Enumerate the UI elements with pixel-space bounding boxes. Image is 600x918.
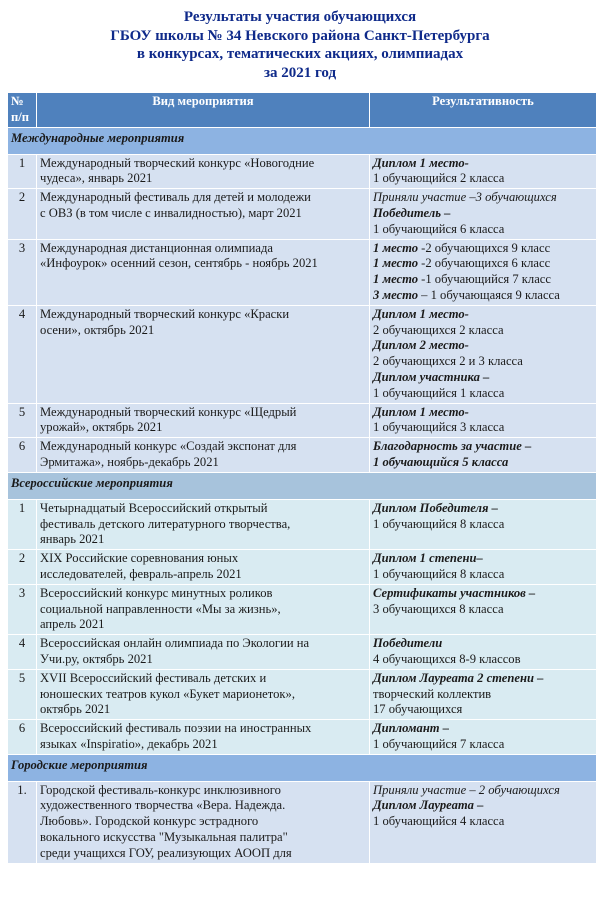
table-body [8,127,597,863]
row-number: 1 [8,154,37,189]
result-line: Диплом 1 место- [373,155,469,170]
event-line: апрель 2021 [40,617,105,632]
result-line: Диплом 2 место- [373,338,469,353]
event-line: Всероссийский фестиваль поэзии на иностранных [40,721,312,736]
event-cell [37,669,370,719]
event-cell [37,499,370,549]
section-title: Городские мероприятия [8,754,597,781]
event-line: среди учащихся ГОУ, реализующих АООП для [40,845,292,860]
event-cell [37,635,370,670]
event-cell [37,438,370,473]
result-cell [370,669,597,719]
row-number: 2 [8,550,37,585]
event-line: Всероссийская онлайн олимпиада по Экологии на [40,636,310,651]
event-cell [37,403,370,438]
result-line: Диплом Лауреата – [373,798,484,813]
event-line: Международный фестиваль для детей и молодежи [40,190,311,205]
event-line: Международный конкурс «Создай экспонат для [40,439,297,454]
event-cell [37,550,370,585]
title-line-4: за 2021 год [263,64,337,81]
event-line: урожай», октябрь 2021 [40,420,163,435]
table-row [8,154,597,189]
result-line: 1 место -1 обучающийся 7 класс [373,272,551,287]
result-line: Приняли участие –3 обучающихся [373,190,557,205]
table-row [8,720,597,755]
result-line: 1 обучающийся 7 класса [373,736,505,751]
event-cell [37,584,370,634]
title-line-3: в конкурсах, тематических акциях, олимпиадах [136,46,464,62]
event-line: XVII Всероссийский фестиваль детских и [40,670,267,685]
result-cell [370,635,597,670]
result-line: 1 место -2 обучающихся 9 класс [373,240,551,255]
result-line: Сертификаты участников – [373,585,536,600]
results-table [7,92,597,864]
section-row [8,472,597,499]
result-line: 1 обучающийся 1 класса [373,385,505,400]
event-line: октябрь 2021 [40,702,111,717]
result-line: Победители [373,636,443,651]
result-cell [370,499,597,549]
event-line: осени», октябрь 2021 [40,322,155,337]
table-row [8,403,597,438]
title-line-1: Результаты участия обучающихся [183,9,417,25]
event-line: фестиваль детского литературного творчества, [40,516,291,531]
result-cell [370,584,597,634]
result-line: Диплом 1 степени– [373,551,483,566]
result-line: Дипломант – [373,721,450,736]
event-cell [37,720,370,755]
result-line: 3 обучающихся 8 класса [373,601,504,616]
event-line: Международный творческий конкурс «Щедрый [40,404,297,419]
result-line: 2 обучающихся 2 и 3 класса [373,354,523,369]
event-line: Городской фестиваль-конкурс инклюзивного [40,782,281,797]
result-cell [370,189,597,239]
result-line: 4 обучающихся 8-9 классов [373,651,521,666]
table-row [8,305,597,403]
result-cell [370,154,597,189]
result-line: 3 место – 1 обучающаяся 9 класса [373,287,560,302]
event-cell [37,154,370,189]
event-line: «Инфоурок» осенний сезон, сентябрь - ноябрь 2021 [40,256,318,271]
result-line: 1 место -2 обучающихся 6 класс [373,256,551,271]
table-row [8,438,597,473]
result-cell [370,550,597,585]
result-line: 1 обучающийся 8 класса [373,516,505,531]
event-cell [37,189,370,239]
row-number: 2 [8,189,37,239]
event-line: XIX Российские соревнования юных [40,551,239,566]
section-row [8,754,597,781]
result-line: Диплом 1 место- [373,404,469,419]
event-line: Учи.ру, октябрь 2021 [40,651,153,666]
event-cell [37,305,370,403]
result-line: творческий коллектив [373,686,492,701]
event-line: Международная дистанционная олимпиада [40,240,273,255]
result-cell [370,403,597,438]
row-number: 4 [8,635,37,670]
result-line: 2 обучающихся 2 класса [373,322,504,337]
table-row [8,635,597,670]
table-row [8,189,597,239]
event-line: чудеса», январь 2021 [40,171,153,186]
event-line: Международный творческий конкурс «Новогодние [40,155,315,170]
table-row [8,499,597,549]
event-cell [37,781,370,863]
section-title: Всероссийские мероприятия [8,472,597,499]
event-line: с ОВЗ (в том числе с инвалидностью), март 2021 [40,205,302,220]
section-row [8,127,597,154]
result-line: 1 обучающийся 4 класса [373,814,505,829]
event-cell [37,239,370,305]
document-title [0,8,600,82]
result-cell [370,781,597,863]
event-line: Международный творческий конкурс «Краски [40,306,290,321]
result-line: Диплом Лауреата 2 степени – [373,670,544,685]
event-line: Любовь». Городской конкурс эстрадного [40,814,259,829]
result-line: Диплом 1 место- [373,306,469,321]
result-line: Диплом участника – [373,369,490,384]
row-number: 5 [8,669,37,719]
header-result: Результативность [370,93,597,128]
row-number: 1 [8,499,37,549]
result-cell [370,720,597,755]
header-num: № п/п [8,93,37,128]
table-row [8,584,597,634]
result-line: Диплом Победителя – [373,500,498,515]
event-line: Эрмитажа», ноябрь-декабрь 2021 [40,454,219,469]
event-line: языках «Inspiratio», декабрь 2021 [40,736,218,751]
row-number: 5 [8,403,37,438]
result-line: 1 обучающийся 6 класса [373,221,505,236]
event-line: январь 2021 [40,532,105,547]
row-number: 3 [8,584,37,634]
result-line: 17 обучающихся [373,702,463,717]
result-line: 1 обучающийся 5 класса [373,454,509,469]
event-line: исследователей, февраль-апрель 2021 [40,566,242,581]
row-number: 3 [8,239,37,305]
table-row [8,781,597,863]
event-line: вокального искусства "Музыкальная палитра" [40,830,288,845]
result-cell [370,438,597,473]
event-line: Всероссийский конкурс минутных роликов [40,585,273,600]
table-row [8,550,597,585]
event-line: художественного творчества «Вера. Надежда. [40,798,286,813]
table-header-row [8,93,597,128]
row-number: 4 [8,305,37,403]
table-row [8,239,597,305]
row-number: 6 [8,438,37,473]
event-line: юношеских театров кукол «Букет марионеток», [40,686,295,701]
result-line: 1 обучающийся 2 класса [373,171,505,186]
row-number: 1. [8,781,37,863]
row-number: 6 [8,720,37,755]
event-line: социальной направленности «Мы за жизнь», [40,601,281,616]
result-line: 1 обучающийся 3 класса [373,420,505,435]
table-row [8,669,597,719]
result-line: Победитель – [373,205,451,220]
result-line: 1 обучающийся 8 класса [373,566,505,581]
header-event: Вид мероприятия [37,93,370,128]
result-cell [370,239,597,305]
result-cell [370,305,597,403]
result-line: Приняли участие – 2 обучающихся [373,782,560,797]
event-line: Четырнадцатый Всероссийский открытый [40,500,268,515]
result-line: Благодарность за участие – [373,439,532,454]
section-title: Международные мероприятия [8,127,597,154]
title-line-2: ГБОУ школы № 34 Невского района Санкт-Петербурга [110,27,490,44]
